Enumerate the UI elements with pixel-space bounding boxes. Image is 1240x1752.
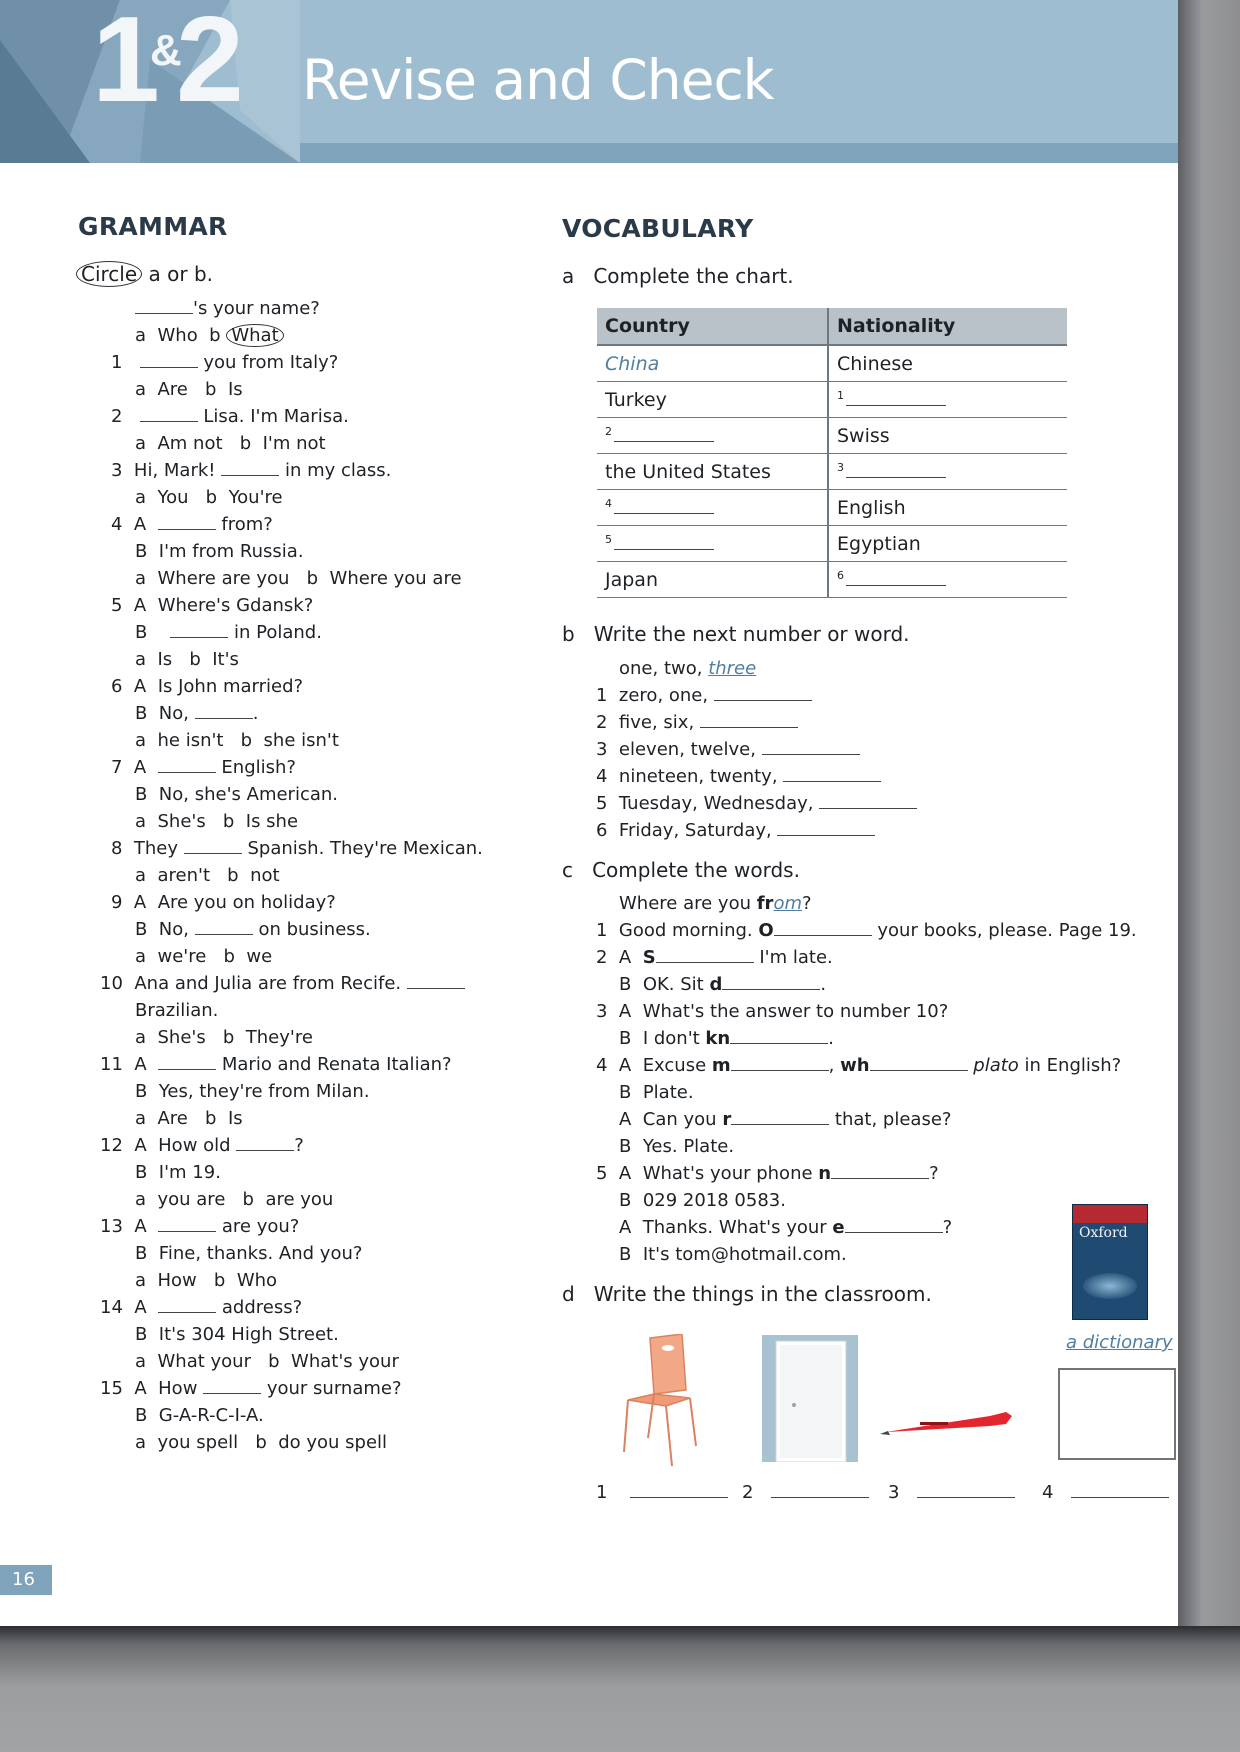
country-nationality-table — [597, 308, 1067, 598]
chair-icon — [620, 1334, 710, 1470]
table-cell-blank[interactable]: 5 — [597, 526, 828, 562]
dictionary-image: Oxford — [1072, 1204, 1148, 1320]
table-header-row — [597, 308, 1067, 345]
table-row — [597, 418, 1067, 454]
vocab-c-line-4a: 4 A Excuse m , wh plato in English? — [596, 1055, 1122, 1076]
vocab-b-item-5: 5 Tuesday, Wednesday, — [596, 793, 917, 815]
table-cell-nationality: Swiss — [828, 418, 1067, 454]
grammar-item-9-b: B No, on business. — [135, 919, 371, 940]
grammar-item-10: 10 Ana and Julia are from Recife. — [100, 973, 465, 995]
vocab-d-instruction: d Write the things in the classroom. — [562, 1282, 932, 1306]
vocab-c-line-5c: A Thanks. What's your e ? — [619, 1217, 953, 1238]
table-header-country: Country — [597, 308, 828, 345]
vocab-c-line-1: 1 Good morning. O your books, please. Page 19. — [596, 920, 1137, 941]
grammar-item-7: 7 A English? — [111, 757, 296, 778]
vocab-b-item-1: 1 zero, one, — [596, 685, 812, 707]
grammar-item-2-options: a Am not b I'm not — [135, 433, 326, 454]
grammar-item-12-options: a you are b are you — [135, 1189, 334, 1210]
pen-icon — [880, 1404, 1020, 1440]
vocab-d-answer-2: 2 — [742, 1482, 869, 1504]
vocab-c-line-4c: A Can you r that, please? — [619, 1109, 952, 1130]
vocab-b-example: one, two, three — [619, 658, 757, 679]
table-cell-country: Japan — [597, 562, 828, 598]
table-row — [597, 454, 1067, 490]
grammar-instruction: Circle a or b. — [76, 262, 213, 286]
grammar-item-9: 9 A Are you on holiday? — [111, 892, 336, 913]
vocab-d-answer-3: 3 — [888, 1482, 1015, 1504]
grammar-item-14: 14 A address? — [100, 1297, 303, 1318]
vocabulary-heading: VOCABULARY — [562, 214, 754, 243]
vocab-c-line-2b: B OK. Sit d . — [619, 974, 827, 995]
banner-strip — [300, 143, 1178, 163]
dictionary-label: a dictionary — [1066, 1332, 1173, 1353]
table-cell-country: Turkey — [597, 382, 828, 418]
grammar-item-10-options: a She's b They're — [135, 1027, 313, 1048]
scan-background — [0, 1626, 1240, 1752]
grammar-item-5: 5 A Where's Gdansk? — [111, 595, 314, 616]
unit-number-1: 1 — [92, 0, 154, 127]
grammar-item-1-options: a Are b Is — [135, 379, 243, 400]
grammar-item-13: 13 A are you? — [100, 1216, 300, 1237]
grammar-item-4-options: a Where are you b Where you are — [135, 568, 462, 589]
vocab-c-instruction: c Complete the words. — [562, 858, 800, 882]
grammar-item-3-options: a You b You're — [135, 487, 283, 508]
grammar-item-3: 3 Hi, Mark! in my class. — [111, 460, 392, 481]
vocab-d-answer-4: 4 — [1042, 1482, 1169, 1504]
table-row — [597, 345, 1067, 382]
unit-banner — [0, 0, 1178, 163]
grammar-item-13-options: a How b Who — [135, 1270, 278, 1291]
grammar-example-options: a Who b What — [135, 325, 284, 347]
grammar-item-7-b: B No, she's American. — [135, 784, 339, 805]
grammar-item-15-options: a you spell b do you spell — [135, 1432, 388, 1453]
grammar-item-14-options: a What your b What's your — [135, 1351, 399, 1372]
table-row — [597, 490, 1067, 526]
grammar-item-7-options: a She's b Is she — [135, 811, 299, 832]
table-cell-country: the United States — [597, 454, 828, 490]
vocab-c-line-2a: 2 A S I'm late. — [596, 947, 833, 968]
vocab-c-line-5a: 5 A What's your phone n ? — [596, 1163, 939, 1184]
vocab-b-item-4: 4 nineteen, twenty, — [596, 766, 881, 788]
grammar-item-10-cont: Brazilian. — [135, 1000, 219, 1021]
table-row — [597, 562, 1067, 598]
grammar-item-11-b: B Yes, they're from Milan. — [135, 1081, 370, 1102]
vocab-c-example: Where are you from? — [619, 893, 812, 914]
grammar-item-6-b: B No, . — [135, 703, 259, 724]
vocab-c-line-4d: B Yes. Plate. — [619, 1136, 735, 1157]
table-cell-blank[interactable]: 1 — [828, 382, 1067, 418]
vocab-d-answer-1: 1 — [596, 1482, 728, 1504]
grammar-item-14-b: B It's 304 High Street. — [135, 1324, 339, 1345]
door-icon — [762, 1335, 858, 1462]
table-cell-country: China — [597, 345, 828, 382]
grammar-item-8-options: a aren't b not — [135, 865, 280, 886]
vocab-c-line-3a: 3 A What's the answer to number 10? — [596, 1001, 949, 1022]
page-title: Revise and Check — [302, 48, 774, 112]
table-cell-blank[interactable]: 3 — [828, 454, 1067, 490]
grammar-item-11: 11 A Mario and Renata Italian? — [100, 1054, 452, 1075]
table-cell-blank[interactable]: 4 — [597, 490, 828, 526]
table-cell-nationality: Egyptian — [828, 526, 1067, 562]
vocab-c-line-3b: B I don't kn . — [619, 1028, 834, 1049]
grammar-item-2: 2 Lisa. I'm Marisa. — [111, 406, 349, 427]
vocab-a-instruction: a Complete the chart. — [562, 264, 794, 288]
vocab-b-item-6: 6 Friday, Saturday, — [596, 820, 875, 842]
table-cell-nationality: Chinese — [828, 345, 1067, 382]
table-cell-nationality: English — [828, 490, 1067, 526]
grammar-item-5-options: a Is b It's — [135, 649, 239, 670]
page-number: 16 — [0, 1565, 52, 1595]
grammar-item-1: 1 you from Italy? — [111, 352, 339, 373]
grammar-item-12-b: B I'm 19. — [135, 1162, 221, 1183]
grammar-item-4-b: B I'm from Russia. — [135, 541, 304, 562]
table-cell-blank[interactable]: 6 — [828, 562, 1067, 598]
table-row — [597, 526, 1067, 562]
grammar-item-13-b: B Fine, thanks. And you? — [135, 1243, 363, 1264]
table-cell-blank[interactable]: 2 — [597, 418, 828, 454]
grammar-heading: GRAMMAR — [78, 212, 228, 241]
vocab-b-item-3: 3 eleven, twelve, — [596, 739, 860, 761]
grammar-item-9-options: a we're b we — [135, 946, 273, 967]
unit-ampersand: & — [150, 26, 182, 75]
grammar-item-6-options: a he isn't b she isn't — [135, 730, 339, 751]
vocab-b-item-2: 2 five, six, — [596, 712, 798, 734]
table-header-nationality: Nationality — [828, 308, 1067, 345]
vocab-c-line-4b: B Plate. — [619, 1082, 694, 1103]
grammar-example-question: 's your name? — [135, 298, 320, 320]
vocab-b-instruction: b Write the next number or word. — [562, 622, 910, 646]
grammar-item-15: 15 A How your surname? — [100, 1378, 402, 1399]
grammar-item-5-b: B in Poland. — [135, 622, 322, 643]
grammar-item-15-b: B G-A-R-C-I-A. — [135, 1405, 264, 1426]
table-row — [597, 382, 1067, 418]
grammar-item-11-options: a Are b Is — [135, 1108, 243, 1129]
grammar-item-8: 8 They Spanish. They're Mexican. — [111, 838, 483, 859]
grammar-item-12: 12 A How old ? — [100, 1135, 304, 1156]
grammar-item-4: 4 A from? — [111, 514, 273, 535]
board-icon — [1058, 1368, 1178, 1462]
grammar-item-6: 6 A Is John married? — [111, 676, 304, 697]
unit-number-2: 2 — [176, 0, 244, 127]
vocab-c-line-5d: B It's tom@hotmail.com. — [619, 1244, 847, 1265]
page-edge-shadow — [1178, 0, 1240, 1640]
vocab-c-line-5b: B 029 2018 0583. — [619, 1190, 786, 1211]
